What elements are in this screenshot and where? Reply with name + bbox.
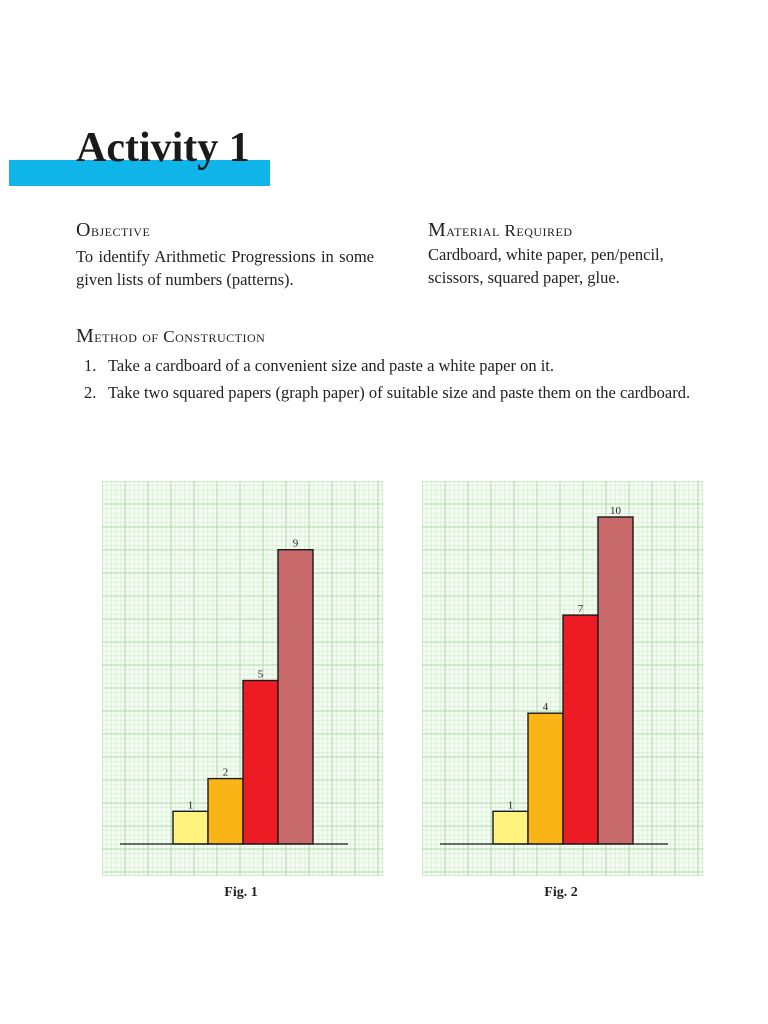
page-title: Activity 1 bbox=[76, 125, 250, 171]
bar-value-label: 5 bbox=[257, 668, 264, 681]
bar-1 bbox=[173, 811, 208, 844]
bar-value-label: 10 bbox=[610, 505, 621, 517]
bar-value-label: 1 bbox=[507, 799, 514, 812]
bar-4 bbox=[278, 550, 313, 844]
objective-heading: Objective bbox=[76, 219, 151, 241]
step-number: 1. bbox=[84, 356, 97, 375]
figure-1-caption: Fig. 1 bbox=[224, 885, 258, 900]
step-number: 2. bbox=[84, 383, 97, 402]
step-text: Take two squared papers (graph paper) of suitable size and paste them on the cardboard. bbox=[108, 383, 691, 402]
bar-value-label: 7 bbox=[577, 603, 584, 616]
bar-2 bbox=[208, 779, 243, 844]
bar-2 bbox=[528, 713, 563, 844]
material-text: Cardboard, white paper, pen/pencil, scissors, squared paper, glue. bbox=[428, 245, 664, 287]
method-heading: Method of Construction bbox=[76, 325, 266, 347]
bar-1 bbox=[493, 811, 528, 844]
method-step bbox=[84, 354, 700, 377]
bar-3 bbox=[563, 615, 598, 844]
step-text: Take a cardboard of a convenient size and paste a white paper on it. bbox=[108, 356, 554, 375]
bar-4 bbox=[598, 517, 633, 844]
figure-2-caption: Fig. 2 bbox=[544, 885, 578, 900]
method-step bbox=[84, 381, 700, 404]
bar-value-label: 4 bbox=[542, 701, 549, 714]
objective-text: To identify Arithmetic Progressions in some given lists of numbers (patterns). bbox=[76, 247, 374, 289]
method-steps bbox=[84, 354, 700, 408]
figure-2-bar-chart bbox=[422, 481, 703, 876]
bar-value-label: 9 bbox=[292, 537, 299, 550]
figure-1-bar-chart bbox=[102, 481, 383, 876]
bar-3 bbox=[243, 681, 278, 845]
material-heading: Material Required bbox=[428, 219, 573, 241]
bar-value-label: 1 bbox=[187, 799, 194, 812]
bar-value-label: 2 bbox=[222, 766, 229, 779]
